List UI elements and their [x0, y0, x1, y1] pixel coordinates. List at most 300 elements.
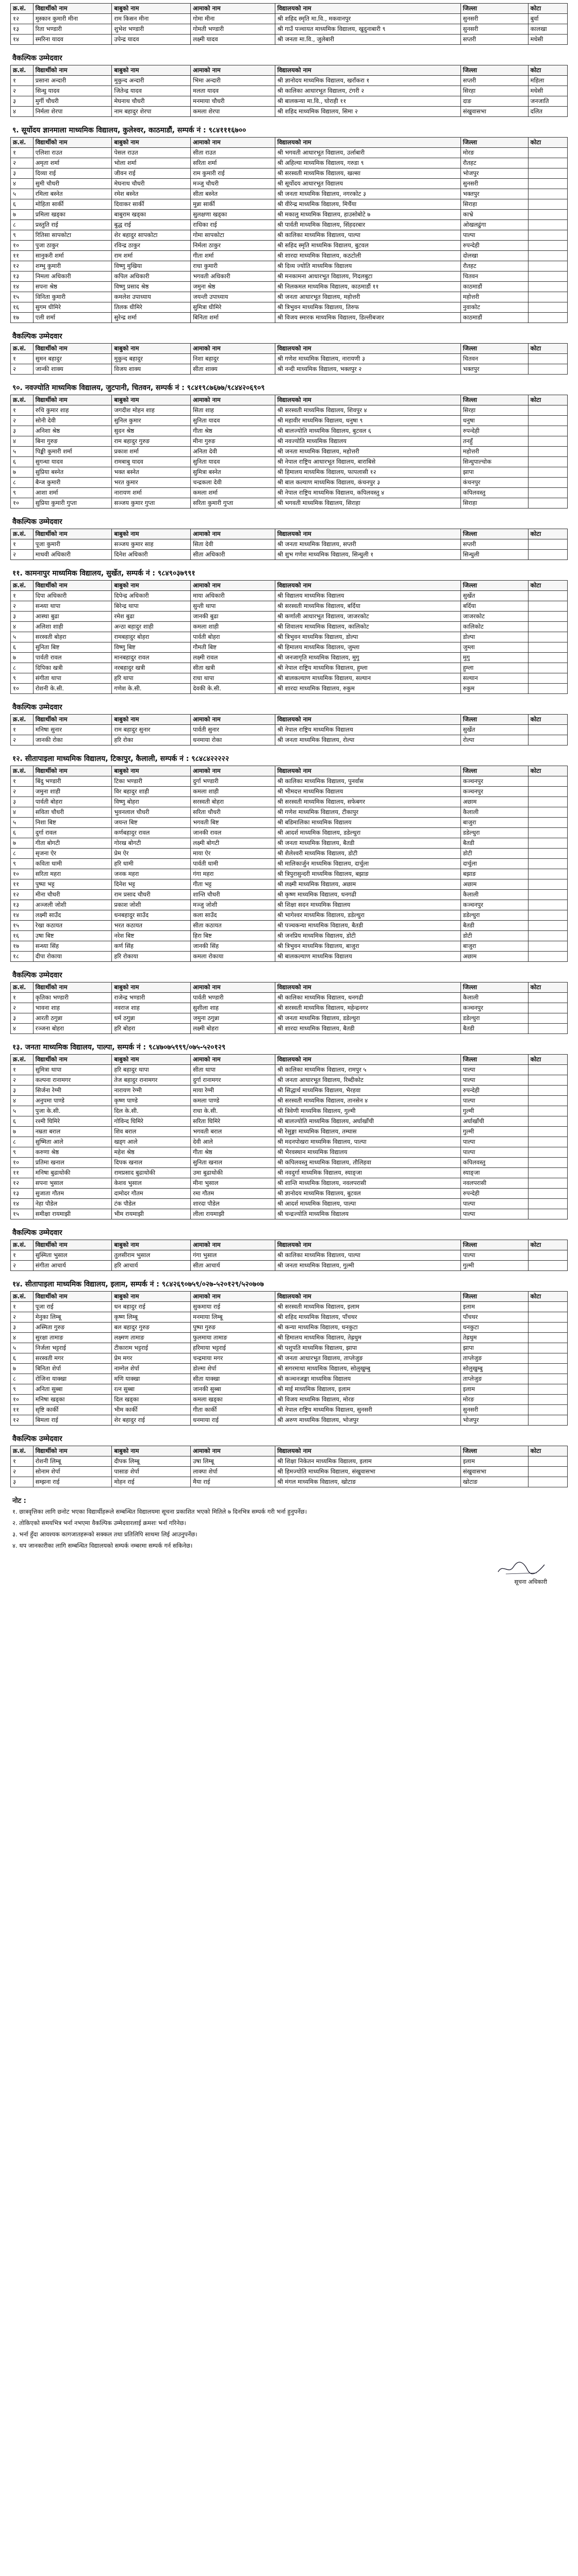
column-header-quota: कोटा [528, 715, 567, 725]
table-row [11, 447, 568, 457]
table-cell: प्रकाश जोशी [112, 900, 191, 910]
table-cell: तिलक धीमिरे [112, 302, 191, 313]
table-cell: सरिता शर्मा [191, 158, 275, 168]
table-cell: सरस्वती बोहरा [191, 797, 275, 807]
table-cell: १ [11, 148, 34, 158]
table-cell: श्री जनता आधारभूत विद्यालय, महोत्तरी [275, 292, 460, 302]
table-row [11, 1302, 568, 1312]
table-cell: सुनिता यादव [191, 416, 275, 426]
table-cell: स्याङ्जा [460, 1168, 528, 1178]
table-cell: सरिता कुमारी गुप्ता [191, 498, 275, 509]
table-cell: विजय शाक्य [112, 364, 191, 375]
table-row [11, 1106, 568, 1116]
table-cell [528, 1405, 567, 1415]
table-row [11, 663, 568, 673]
column-header-name: विद्यार्थीको नाम [33, 766, 112, 776]
table-cell: पार्वती धामी [191, 859, 275, 869]
table-cell: बाजुरा [460, 941, 528, 952]
table-cell: विष्णु बोहरा [112, 797, 191, 807]
table-cell: ३ [11, 426, 34, 436]
table-cell: दुर्गा रानामगर [191, 1075, 275, 1086]
table-cell: श्री त्रिवेणी माध्यमिक विद्यालय, गुल्मी [275, 1106, 460, 1116]
table-cell: ४ [11, 807, 34, 818]
table-cell: २ [11, 364, 34, 375]
table-cell [528, 931, 567, 941]
table-cell [528, 436, 567, 447]
table-cell: पुष्पा गुरुङ [191, 1323, 275, 1333]
table-cell: कालिकोट [460, 622, 528, 632]
section [10, 1434, 568, 1487]
section [10, 125, 568, 323]
table-cell: श्री पञ्चकन्या माध्यमिक विद्यालय, बैतडी [275, 921, 460, 931]
section [10, 3, 568, 45]
table-row [11, 1003, 568, 1013]
table-row [11, 1158, 568, 1168]
column-header-quota: कोटा [528, 65, 567, 76]
table-cell: संखुवासभा [460, 1467, 528, 1477]
table-cell: मीना गुरुङ [191, 436, 275, 447]
table-cell: राधा के.सी. [191, 1106, 275, 1116]
table-cell: १३ [11, 1189, 34, 1199]
table-cell: झापा [460, 1343, 528, 1353]
table-cell: निमला अधिकारी [33, 272, 112, 282]
table-cell: सुरेन्द्र शर्मा [112, 313, 191, 323]
table-row [11, 96, 568, 107]
table-row [11, 35, 568, 45]
table-cell: श्री भगवती माध्यमिक विद्यालय, सिराहा [275, 498, 460, 509]
table-cell: सप्तरी [460, 539, 528, 550]
note-item: १. छात्रवृत्तिका लागि छनोट भएका विद्यार्थीहरूले सम्बन्धित विद्यालयमा सूचना प्रकाशित भएको मितिले ७ दिनभित्र सम्पर्क गरी भर्ना हुनुपर्नेछ। [12, 1508, 307, 1515]
table-cell: जीवन राई [112, 168, 191, 179]
column-header-name: विद्यार्थीको नाम [33, 529, 112, 539]
section-title: १४. सीतापाइला माध्यमिक विद्यालय, इलाम, सम्पर्क नं : ९८४२६९०७५९/०२७-५२०१२९/५२०७०७ [12, 1280, 264, 1289]
table-row [11, 354, 568, 364]
column-header-school: विद्यालयको नाम [275, 766, 460, 776]
table-cell: दुर्गा भण्डारी [191, 776, 275, 787]
table-cell: शिव बराल [112, 1127, 191, 1137]
table-row [11, 1415, 568, 1426]
table-cell: १० [11, 1158, 34, 1168]
table-cell: रमा गौतम [191, 1189, 275, 1199]
table-cell: ११ [11, 1168, 34, 1178]
section [10, 568, 568, 694]
table-cell: चितवन [460, 272, 528, 282]
table-cell: गीता भट्ट [191, 879, 275, 890]
table-cell: कैलाली [460, 807, 528, 818]
table-cell: ८ [11, 220, 34, 230]
table-row [11, 1477, 568, 1487]
student-table [10, 1054, 568, 1219]
sections-container [10, 3, 568, 1487]
table-cell: कर्णबहादुर रावल [112, 828, 191, 838]
table-cell: पेसल राउत [112, 148, 191, 158]
table-cell: लीला रायमाझी [191, 1209, 275, 1219]
column-header-mother: आमाको नाम [191, 138, 275, 148]
table-cell: पाल्पा [460, 1209, 528, 1219]
table-cell: कमला पाण्डे [191, 1096, 275, 1106]
table-cell: जुम्ला [460, 642, 528, 653]
table-cell: रुकुम [460, 684, 528, 694]
table-cell [528, 210, 567, 220]
table-cell: ४ [11, 1096, 34, 1106]
table-cell: ३ [11, 1477, 34, 1487]
table-cell: १ [11, 993, 34, 1003]
table-cell: श्री हिमालय माध्यमिक विद्यालय, तेह्रथुम [275, 1333, 460, 1343]
table-cell [528, 1477, 567, 1487]
table-cell: १३ [11, 900, 34, 910]
column-header-mother: आमाको नाम [191, 1055, 275, 1065]
table-cell [528, 684, 567, 694]
table-cell: रोल्पा [460, 735, 528, 745]
table-cell: नाम बहादुर शेरपा [112, 107, 191, 117]
table-cell: देवकी के.सी. [191, 684, 275, 694]
table-cell: ताप्लेजुङ [460, 1374, 528, 1384]
table-cell: अछाम [460, 797, 528, 807]
table-row [11, 251, 568, 261]
table-cell: सुगम धीमिरे [33, 302, 112, 313]
table-cell: श्री ज्ञानोदय माध्यमिक विद्यालय, बुटवल [275, 1189, 460, 1199]
table-cell: श्री शारदा माध्यमिक विद्यालय, बैतडी [275, 1024, 460, 1034]
column-header-quota: कोटा [528, 395, 567, 405]
table-cell: रौतहट [460, 261, 528, 272]
table-cell: श्री दिव्य ज्योति माध्यमिक विद्यालय [275, 261, 460, 272]
column-header-father: बाबुको नाम [112, 715, 191, 725]
table-cell: गीता कार्की [191, 1405, 275, 1415]
table-row [11, 601, 568, 612]
table-cell: सिन्धुली [460, 550, 528, 560]
table-cell: गोमा मीना [191, 14, 275, 24]
table-cell [528, 416, 567, 426]
table-cell: १ [11, 591, 34, 601]
table-cell: लक्ष्मी बोगटी [191, 838, 275, 849]
section [10, 1228, 568, 1271]
table-cell: सिराहा [460, 199, 528, 210]
table-cell: सुनिल कुमार [112, 416, 191, 426]
table-cell: ३ [11, 1013, 34, 1024]
table-row [11, 684, 568, 694]
table-cell: १० [11, 1395, 34, 1405]
table-row [11, 612, 568, 622]
table-cell: श्री जनता आधारभूत विद्यालय, रिब्दीकोट [275, 1075, 460, 1086]
table-row [11, 952, 568, 962]
column-header-quota: कोटा [528, 1240, 567, 1250]
table-cell: सरिता महरा [33, 869, 112, 879]
table-cell: २ [11, 550, 34, 560]
table-row [11, 1189, 568, 1199]
table-cell: श्री शिक्षा सदन माध्यमिक विद्यालय [275, 900, 460, 910]
table-row [11, 622, 568, 632]
table-row [11, 1467, 568, 1477]
table-cell [528, 1158, 567, 1168]
column-header-name: विद्यार्थीको नाम [33, 581, 112, 591]
table-cell: श्री सरस्वती माध्यमिक विद्यालय, इलाम [275, 1302, 460, 1312]
section-title: १३. जनता माध्यमिक विद्यालय, पाल्पा, सम्पर्क नं : ९८४७०७५९९९/०७५-५२०१२९ [12, 1043, 226, 1052]
table-cell: ८ [11, 849, 34, 859]
table-cell: जानकी बुढा [191, 612, 275, 622]
table-cell: आशा शर्मा [33, 488, 112, 498]
column-header-name: विद्यार्थीको नाम [33, 982, 112, 993]
table-cell: गंगा भुसाल [191, 1250, 275, 1261]
table-cell: टिका भण्डारी [112, 776, 191, 787]
notes-block [10, 1496, 568, 1550]
table-header-row [11, 344, 568, 354]
table-row [11, 210, 568, 220]
table-cell: श्री सरस्वती माध्यमिक विद्यालय, तानसेन ४ [275, 1096, 460, 1106]
table-cell: जमुना ठगुन्ना [191, 1013, 275, 1024]
table-cell: समीक्षा रायमाझी [33, 1209, 112, 1219]
table-cell: १० [11, 869, 34, 879]
table-header-row [11, 65, 568, 76]
table-cell: धन बहादुर राई [112, 1302, 191, 1312]
table-cell: कपिलवस्तु [460, 488, 528, 498]
table-cell: श्री कृष्ण माध्यमिक विद्यालय, धनगढी [275, 890, 460, 900]
table-cell: गौमती बिष्ट [191, 642, 275, 653]
table-cell: सविता चौधरी [33, 807, 112, 818]
table-cell: रश्मी घिमिरे [33, 1116, 112, 1127]
table-cell: दिपेन्द्र अधिकारी [112, 591, 191, 601]
table-cell: ८ [11, 663, 34, 673]
column-header-district: जिल्ला [460, 344, 528, 354]
table-header-row [11, 529, 568, 539]
table-cell: १ [11, 1302, 34, 1312]
table-cell: सीता शाक्य [191, 364, 275, 375]
table-cell: सपना भुसाल [33, 1178, 112, 1189]
table-cell: भोजपुर [460, 168, 528, 179]
table-row [11, 457, 568, 467]
table-cell: श्री कालिका माध्यमिक विद्यालय, पुनर्वास [275, 776, 460, 787]
table-cell: दामोदर गौतम [112, 1189, 191, 1199]
table-cell: टंक पौडेल [112, 1199, 191, 1209]
table-cell: ११ [11, 251, 34, 261]
table-cell: श्री जनजागृति माध्यमिक विद्यालय, मुगु [275, 653, 460, 663]
table-cell: सञ्जय कुमार साह [112, 539, 191, 550]
table-cell: भगवती बिष्ट [191, 818, 275, 828]
table-cell: श्री नन्दी माध्यमिक विद्यालय, भक्तपुर २ [275, 364, 460, 375]
table-cell: सम्झना राई [33, 1477, 112, 1487]
table-cell: एली शर्मा [33, 313, 112, 323]
section-title: वैकल्पिक उम्मेदवार [12, 332, 62, 341]
table-cell: १५ [11, 1209, 34, 1219]
table-cell: मनमाया चौधरी [191, 96, 275, 107]
table-cell: ६ [11, 199, 34, 210]
table-row [11, 1456, 568, 1467]
table-row [11, 179, 568, 189]
table-cell [528, 776, 567, 787]
table-cell [528, 1086, 567, 1096]
table-cell [528, 292, 567, 302]
table-cell: कमला शर्मा [191, 488, 275, 498]
table-row [11, 478, 568, 488]
table-cell: जमुना श्रेष्ठ [191, 282, 275, 292]
table-cell: श्री कालिका माध्यमिक विद्यालय, धनगढी [275, 993, 460, 1003]
table-cell [528, 1013, 567, 1024]
table-row [11, 797, 568, 807]
table-cell: अनिता सुब्बा [33, 1384, 112, 1395]
table-cell: जानकी रोका [33, 735, 112, 745]
note-item: ४. थप जानकारीका लागि सम्बन्धित विद्यालयको सम्पर्क नम्बरमा सम्पर्क गर्न सकिनेछ। [12, 1542, 193, 1549]
table-cell: जनजाति [528, 96, 567, 107]
table-row [11, 498, 568, 509]
table-cell: निर्मला ठाकुर [191, 241, 275, 251]
table-cell: हरि रोकाया [112, 952, 191, 962]
table-row [11, 1178, 568, 1189]
table-cell: श्री कालिका माध्यमिक विद्यालय, पाल्पा [275, 230, 460, 241]
table-cell: प्रसाना अन्दारी [33, 76, 112, 86]
table-cell: श्री सिद्धार्थ माध्यमिक विद्यालय, भैरहवा [275, 1086, 460, 1096]
table-cell: दुर्गा रावल [33, 828, 112, 838]
table-cell: रिता भण्डारी [33, 24, 112, 35]
table-cell: श्री जनता आधारभूत विद्यालय, ताप्लेजुङ [275, 1353, 460, 1364]
table-cell: १२ [11, 1415, 34, 1426]
table-cell: कृतिका भण्डारी [33, 993, 112, 1003]
table-row [11, 1343, 568, 1353]
table-cell: मीना भुसाल [191, 1178, 275, 1189]
table-cell: देवी आले [191, 1137, 275, 1147]
table-cell [528, 168, 567, 179]
table-cell: शुभेश भण्डारी [112, 24, 191, 35]
table-cell: मोहिता सार्की [33, 199, 112, 210]
table-cell: सिरहा [460, 405, 528, 416]
table-row [11, 488, 568, 498]
table-cell: रामबहादुर बोहरा [112, 632, 191, 642]
table-cell: सृजना ऐर [33, 849, 112, 859]
table-cell: श्री त्रिपुरासुन्दरी माध्यमिक विद्यालय, बझाङ [275, 869, 460, 879]
table-cell: दिल के.सी. [112, 1106, 191, 1116]
table-cell: श्री जनता माध्यमिक विद्यालय, रोल्पा [275, 735, 460, 745]
table-cell: लक्ष्मी साउँद [33, 910, 112, 921]
table-row [11, 941, 568, 952]
table-row [11, 807, 568, 818]
table-cell: गीता श्रेष्ठ [191, 1147, 275, 1158]
table-cell: १८ [11, 952, 34, 962]
table-cell: दिल खड्का [112, 1395, 191, 1405]
table-row [11, 313, 568, 323]
signature-image [496, 1561, 547, 1576]
table-cell: सरस्वती बोहरा [33, 632, 112, 642]
table-cell: माया रेग्मी [191, 1086, 275, 1096]
table-cell: कर्ण सिंह [112, 941, 191, 952]
table-cell: बैतडी [460, 838, 528, 849]
table-cell: पार्वती बोहरा [191, 632, 275, 642]
column-header-school: विद्यालयको नाम [275, 715, 460, 725]
table-header-row [11, 4, 568, 14]
table-cell [528, 230, 567, 241]
table-cell [528, 890, 567, 900]
table-cell: श्री भैरवस्थान माध्यमिक विद्यालय [275, 1147, 460, 1158]
table-cell: ८ [11, 478, 34, 488]
table-cell: रुपन्देही [460, 426, 528, 436]
table-cell: दलित [528, 107, 567, 117]
table-cell: हरि थापा [112, 673, 191, 684]
column-header-name: विद्यार्थीको नाम [33, 344, 112, 354]
table-cell: श्री जनता माध्यमिक विद्यालय, बैतडी [275, 838, 460, 849]
column-header-district: जिल्ला [460, 529, 528, 539]
table-cell: रामप्रसाद बुढाथोकी [112, 1168, 191, 1178]
table-row [11, 241, 568, 251]
table-cell: सिन्धुपाल्चोक [460, 457, 528, 467]
table-cell: श्री मालिकार्जुन माध्यमिक विद्यालय, दार्चुला [275, 859, 460, 869]
table-cell: जितेन्द्र यादव [112, 86, 191, 96]
table-cell [528, 241, 567, 251]
table-cell: श्री विजय माध्यमिक विद्यालय, मोरङ [275, 1395, 460, 1405]
table-cell: केशव भुसाल [112, 1178, 191, 1189]
table-cell: मुगु [460, 653, 528, 663]
table-cell: लक्ष्मण तामाङ [112, 1333, 191, 1343]
table-cell: धनमाया रोका [191, 735, 275, 745]
table-cell: सुमित्रा धीमिरे [191, 302, 275, 313]
table-cell: श्री आदर्श माध्यमिक विद्यालय, पाल्पा [275, 1199, 460, 1209]
table-cell [528, 849, 567, 859]
table-cell: श्री बाल कल्याण माध्यमिक विद्यालय, कंचनपुर ३ [275, 478, 460, 488]
table-cell: १२ [11, 14, 34, 24]
table-cell: दीपक लिम्बू [112, 1456, 191, 1467]
table-cell: श्री सूर्योदय आधारभूत विद्यालय [275, 179, 460, 189]
column-header-school: विद्यालयको नाम [275, 1055, 460, 1065]
table-cell [528, 591, 567, 601]
table-cell: दीपा रोकाया [33, 952, 112, 962]
table-cell [528, 1312, 567, 1323]
table-cell: भीम कार्की [112, 1405, 191, 1415]
table-cell: श्री नवज्योति माध्यमिक विद्यालय [275, 436, 460, 447]
table-cell: ५ [11, 1343, 34, 1353]
table-cell: श्री सरस्वती माध्यमिक विद्यालय, बर्दिया [275, 601, 460, 612]
column-header-school: विद्यालयको नाम [275, 1240, 460, 1250]
table-cell: २ [11, 735, 34, 745]
table-cell: धनकुटा [460, 1323, 528, 1333]
table-cell: उषा लिम्बू [191, 1456, 275, 1467]
table-cell: श्री महावीर माध्यमिक विद्यालय, धनुषा ९ [275, 416, 460, 426]
column-header-district: जिल्ला [460, 65, 528, 76]
column-header-name: विद्यार्थीको नाम [33, 4, 112, 14]
table-cell: ४ [11, 622, 34, 632]
table-cell: नुवाकोट [460, 302, 528, 313]
table-row [11, 632, 568, 642]
section-title: ९. सूर्योदय ज्ञानमाला माध्यमिक विद्यालय, कुलेश्वर, काठमाडौं, सम्पर्क नं : ९८४१११६७०० [12, 126, 246, 134]
signature-title: सूचना अधिकारी [514, 1579, 547, 1585]
table-cell: रुचि कुमार शाह [33, 405, 112, 416]
table-cell: १ [11, 776, 34, 787]
table-cell: सुकमाया राई [191, 1302, 275, 1312]
table-cell: श्री मंगल माध्यमिक विद्यालय, खोटाङ [275, 1477, 460, 1487]
table-cell: चितवन [460, 354, 528, 364]
table-cell: पार्वती भण्डारी [191, 993, 275, 1003]
table-cell: चन्द्रमाया मगर [191, 1353, 275, 1364]
column-header-sn: क्र.सं. [11, 395, 34, 405]
table-cell: विष्णु प्रसाद श्रेष्ठ [112, 282, 191, 292]
table-cell: मोरङ [460, 148, 528, 158]
table-cell: १४ [11, 910, 34, 921]
table-cell: सुदन श्रेष्ठ [112, 426, 191, 436]
table-cell: भोजपुर [460, 1415, 528, 1426]
table-cell: श्री बालज्योति माध्यमिक विद्यालय, अर्घाखाँची [275, 1116, 460, 1127]
table-cell: सुमित्रा बस्नेत [191, 467, 275, 478]
table-cell [528, 1395, 567, 1405]
table-cell [528, 1209, 567, 1219]
table-cell: सुनसरी [460, 179, 528, 189]
table-cell [528, 272, 567, 282]
table-cell: लाक्पा शेर्पा [191, 1467, 275, 1477]
table-cell: सिन्धु यादव [33, 86, 112, 96]
column-header-mother: आमाको नाम [191, 65, 275, 76]
column-header-name: विद्यार्थीको नाम [33, 65, 112, 76]
table-cell: करुणा श्रेष्ठ [33, 1147, 112, 1158]
table-row [11, 24, 568, 35]
table-cell: श्री मकालु माध्यमिक विद्यालय, हाउसोबोटे ७ [275, 210, 460, 220]
column-header-father: बाबुको नाम [112, 766, 191, 776]
table-cell: १४ [11, 282, 34, 292]
table-cell: २ [11, 158, 34, 168]
table-cell: दिव्या राई [33, 168, 112, 179]
